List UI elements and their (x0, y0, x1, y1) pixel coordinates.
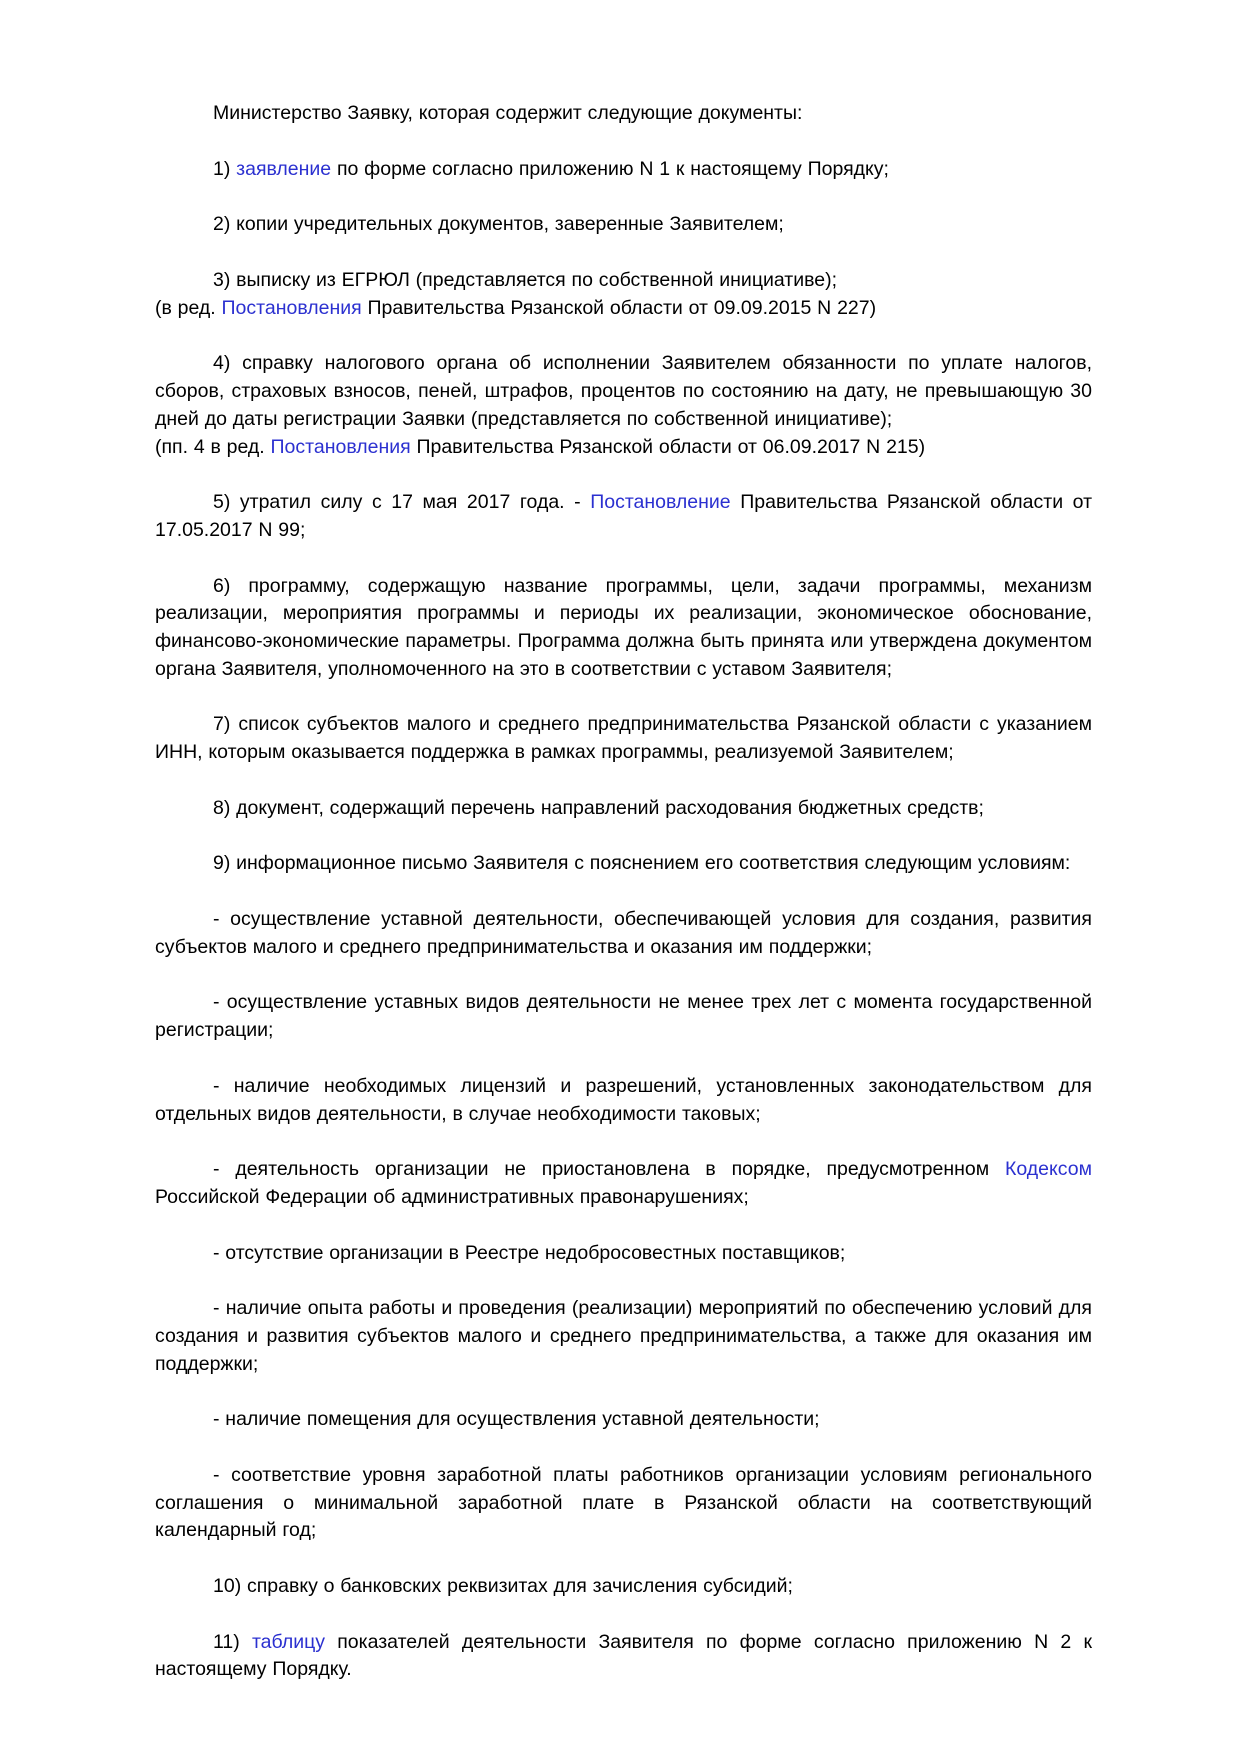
paragraph-item-5 (155, 489, 1092, 544)
paragraph-condition-5: - отсутствие организации в Реестре недобросовестных поставщиков; (213, 1241, 846, 1264)
amend-4-prefix: (пп. 4 в ред. (155, 435, 271, 458)
link-tablicu[interactable]: таблицу (251, 1630, 326, 1653)
paragraph-condition-8: - соответствие уровня заработной платы работников организации условиям регионального соглашения о минимальной заработной плате в Рязанской области на соответствующий календарный год; (155, 1464, 1092, 1542)
document-body (155, 100, 1092, 1684)
paragraph-condition-7: - наличие помещения для осуществления уставной деятельности; (213, 1408, 820, 1431)
link-postanovleniya-2015[interactable]: Постановления (221, 296, 362, 319)
item-11-suffix: показателей деятельности Заявителя по форме согласно приложению N 2 к настоящему Порядку. (155, 1630, 1092, 1681)
paragraph-item-4: 4) справку налогового органа об исполнении Заявителем обязанности по уплате налогов, сборов, страховых взносов, пеней, штрафов, процентов по состоянию на дату, не превышающую 30 дней до даты регистрации Заявки (представляется по собственной инициативе); (155, 352, 1092, 430)
paragraph-condition-1: - осуществление уставной деятельности, обеспечивающей условия для создания, развития субъектов малого и среднего предпринимательства и оказания им поддержки; (155, 908, 1092, 958)
paragraph-item-2: 2) копии учредительных документов, заверенные Заявителем; (213, 213, 784, 236)
condition-4-suffix: Российской Федерации об административных правонарушениях; (155, 1185, 749, 1208)
amend-3-prefix: (в ред. (155, 296, 222, 319)
paragraph-condition-4 (155, 1156, 1092, 1211)
amend-3-suffix: Правительства Рязанской области от 09.09.2015 N 227) (361, 296, 877, 319)
paragraph-item-3: 3) выписку из ЕГРЮЛ (представляется по собственной инициативе); (213, 269, 838, 292)
condition-4-prefix: - деятельность организации не приостановлена в порядке, предусмотренном (213, 1158, 1006, 1181)
paragraph-condition-6: - наличие опыта работы и проведения (реализации) мероприятий по обеспечению условий для создания и развития субъектов малого и среднего предпринимательства, а также для оказания им поддержки; (155, 1297, 1092, 1375)
paragraph-amend-3 (155, 295, 1092, 323)
paragraph-condition-2: - осуществление уставных видов деятельности не менее трех лет с момента государственной регистрации; (155, 991, 1092, 1042)
item-1-suffix: по форме согласно приложению N 1 к настоящему Порядку; (331, 157, 889, 180)
paragraph-item-7: 7) список субъектов малого и среднего предпринимательства Рязанской области с указанием ИНН, которым оказывается поддержка в рамках программы, реализуемой Заявителем; (155, 713, 1092, 763)
item-1-prefix: 1) (213, 157, 237, 180)
paragraph-item-11 (155, 1629, 1092, 1684)
item-5-suffix: Правительства Рязанской области от 17.05.2017 N 99; (155, 491, 1093, 541)
link-postanovlenie-99[interactable]: Постановление (590, 491, 731, 514)
paragraph-amend-4 (155, 434, 1092, 462)
link-postanovleniya-2017[interactable]: Постановления (270, 435, 411, 458)
paragraph-item-10: 10) справку о банковских реквизитах для зачисления субсидий; (213, 1575, 793, 1598)
paragraph-condition-3: - наличие необходимых лицензий и разрешений, установленных законодательством для отдельных видов деятельности, в случае необходимости таковых; (155, 1074, 1092, 1125)
paragraph-item-9: 9) информационное письмо Заявителя с пояснением его соответствия следующим условиям: (213, 852, 1071, 875)
amend-4-suffix: Правительства Рязанской области от 06.09.2017 N 215) (410, 435, 926, 458)
link-zayavlenie[interactable]: заявление (236, 157, 332, 180)
item-5-prefix: 5) утратил силу с 17 мая 2017 года. - (213, 491, 591, 514)
link-kodeksom[interactable]: Кодексом (1005, 1158, 1092, 1181)
paragraph-intro: Министерство Заявку, которая содержит следующие документы: (213, 102, 803, 124)
paragraph-item-1 (155, 156, 1092, 184)
paragraph-item-6: 6) программу, содержащую название программы, цели, задачи программы, механизм реализации, мероприятия программы и периоды их реализации, экономическое обоснование, финансово-экономические параметры. Программа должна быть принята или утверждена документом органа Заявителя, уполномоченного на это в соответствии с уставом Заявителя; (155, 574, 1092, 680)
item-11-prefix: 11) (213, 1630, 252, 1653)
paragraph-item-8: 8) документ, содержащий перечень направлений расходования бюджетных средств; (213, 796, 984, 819)
